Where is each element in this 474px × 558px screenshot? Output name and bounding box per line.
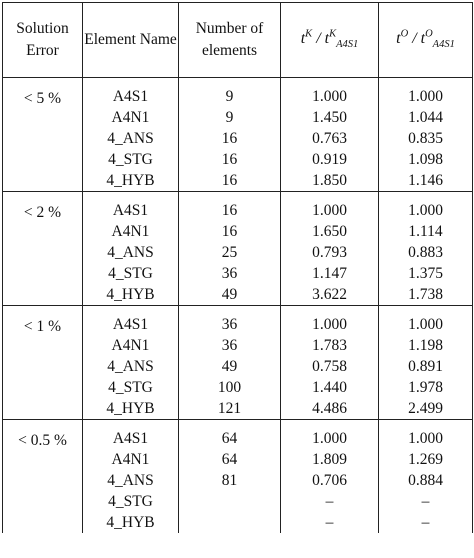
number-of-elements-cell: 16 (179, 149, 281, 170)
separator-cell (3, 420, 83, 429)
to-ratio-cell: 1.098 (379, 149, 473, 170)
group-separator (3, 306, 473, 315)
number-of-elements-cell: 16 (179, 221, 281, 242)
element-name-cell: 4_HYB (83, 284, 179, 306)
separator-cell (83, 78, 179, 87)
table-row (3, 314, 473, 335)
header-number-of-elements: Number of elements (179, 3, 281, 78)
number-of-elements-cell: 121 (179, 398, 281, 420)
tk-ratio-cell: 0.758 (281, 356, 379, 377)
element-name-cell: A4N1 (83, 449, 179, 470)
to-ratio-cell: 2.499 (379, 398, 473, 420)
separator-cell (281, 78, 379, 87)
number-of-elements-cell: 81 (179, 470, 281, 491)
tk-ratio-cell: 1.783 (281, 335, 379, 356)
header-element-name: Element Name (83, 3, 179, 78)
tk-ratio-cell: 1.000 (281, 200, 379, 221)
separator-cell (179, 420, 281, 429)
to-ratio-cell: 1.000 (379, 86, 473, 107)
tk-ratio-formula: $t^K / t^K_{A4S1}$ (300, 28, 359, 51)
to-ratio-cell: 1.978 (379, 377, 473, 398)
element-name-cell: 4_HYB (83, 170, 179, 192)
number-of-elements-cell: 36 (179, 314, 281, 335)
separator-cell (179, 78, 281, 87)
separator-cell (281, 420, 379, 429)
number-of-elements-cell (179, 512, 281, 533)
number-of-elements-cell: 100 (179, 377, 281, 398)
to-ratio-cell: 1.000 (379, 428, 473, 449)
separator-cell (281, 192, 379, 201)
tk-ratio-cell: – (281, 512, 379, 533)
group-separator (3, 78, 473, 87)
separator-cell (281, 306, 379, 315)
separator-cell (379, 306, 473, 315)
separator-cell (3, 192, 83, 201)
separator-cell (379, 78, 473, 87)
table-row (3, 428, 473, 449)
table-body (3, 78, 473, 534)
number-of-elements-cell: 16 (179, 128, 281, 149)
separator-cell (3, 306, 83, 315)
to-ratio-formula: $t^O / t^O_{A4S1}$ (396, 28, 455, 51)
number-of-elements-cell: 16 (179, 170, 281, 192)
header-to-ratio (379, 3, 473, 78)
tk-ratio-cell: 4.486 (281, 398, 379, 420)
element-name-cell: A4N1 (83, 107, 179, 128)
tk-ratio-cell: 1.000 (281, 314, 379, 335)
tk-ratio-cell: 0.706 (281, 470, 379, 491)
solution-error-cell: < 1 % (3, 314, 83, 420)
tk-ratio-cell: 1.000 (281, 428, 379, 449)
to-ratio-cell: 1.000 (379, 200, 473, 221)
table-header (3, 3, 473, 78)
to-ratio-cell: 0.835 (379, 128, 473, 149)
number-of-elements-cell: 49 (179, 284, 281, 306)
solution-error-cell: < 2 % (3, 200, 83, 306)
tk-ratio-cell: 1.147 (281, 263, 379, 284)
solution-error-cell: < 0.5 % (3, 428, 83, 533)
element-name-cell: 4_STG (83, 491, 179, 512)
group-separator (3, 192, 473, 201)
separator-cell (179, 192, 281, 201)
results-table (2, 2, 473, 533)
element-name-cell: A4N1 (83, 335, 179, 356)
to-ratio-cell: 1.198 (379, 335, 473, 356)
table-row (3, 86, 473, 107)
separator-cell (3, 78, 83, 87)
number-of-elements-cell: 36 (179, 263, 281, 284)
header-tk-ratio (281, 3, 379, 78)
separator-cell (179, 306, 281, 315)
to-ratio-cell: 0.891 (379, 356, 473, 377)
separator-cell (83, 192, 179, 201)
element-name-cell: A4S1 (83, 314, 179, 335)
solution-error-cell: < 5 % (3, 86, 83, 192)
header-solution-error: Solution Error (3, 3, 83, 78)
element-name-cell: 4_ANS (83, 128, 179, 149)
element-name-cell: 4_STG (83, 149, 179, 170)
number-of-elements-cell: 9 (179, 86, 281, 107)
tk-ratio-cell: 3.622 (281, 284, 379, 306)
element-name-cell: A4S1 (83, 200, 179, 221)
tk-ratio-cell: 1.440 (281, 377, 379, 398)
element-name-cell: 4_ANS (83, 242, 179, 263)
table-row (3, 200, 473, 221)
to-ratio-cell: 1.269 (379, 449, 473, 470)
to-ratio-cell: 0.884 (379, 470, 473, 491)
tk-ratio-cell: 1.809 (281, 449, 379, 470)
tk-ratio-cell: 0.919 (281, 149, 379, 170)
group-separator (3, 420, 473, 429)
tk-ratio-cell: – (281, 491, 379, 512)
element-name-cell: A4S1 (83, 86, 179, 107)
element-name-cell: 4_STG (83, 263, 179, 284)
to-ratio-cell: – (379, 491, 473, 512)
element-name-cell: 4_HYB (83, 512, 179, 533)
number-of-elements-cell: 9 (179, 107, 281, 128)
separator-cell (83, 306, 179, 315)
tk-ratio-cell: 1.000 (281, 86, 379, 107)
separator-cell (379, 420, 473, 429)
number-of-elements-cell: 64 (179, 449, 281, 470)
to-ratio-cell: 1.044 (379, 107, 473, 128)
to-ratio-cell: 0.883 (379, 242, 473, 263)
to-ratio-cell: 1.146 (379, 170, 473, 192)
element-name-cell: 4_HYB (83, 398, 179, 420)
to-ratio-cell: – (379, 512, 473, 533)
element-name-cell: A4S1 (83, 428, 179, 449)
to-ratio-cell: 1.738 (379, 284, 473, 306)
tk-ratio-cell: 0.793 (281, 242, 379, 263)
number-of-elements-cell: 49 (179, 356, 281, 377)
number-of-elements-cell (179, 491, 281, 512)
to-ratio-cell: 1.000 (379, 314, 473, 335)
element-name-cell: A4N1 (83, 221, 179, 242)
to-ratio-cell: 1.114 (379, 221, 473, 242)
tk-ratio-cell: 0.763 (281, 128, 379, 149)
header-row (3, 3, 473, 78)
element-name-cell: 4_STG (83, 377, 179, 398)
number-of-elements-cell: 25 (179, 242, 281, 263)
element-name-cell: 4_ANS (83, 470, 179, 491)
separator-cell (379, 192, 473, 201)
separator-cell (83, 420, 179, 429)
tk-ratio-cell: 1.650 (281, 221, 379, 242)
tk-ratio-cell: 1.450 (281, 107, 379, 128)
to-ratio-cell: 1.375 (379, 263, 473, 284)
number-of-elements-cell: 16 (179, 200, 281, 221)
number-of-elements-cell: 36 (179, 335, 281, 356)
tk-ratio-cell: 1.850 (281, 170, 379, 192)
number-of-elements-cell: 64 (179, 428, 281, 449)
element-name-cell: 4_ANS (83, 356, 179, 377)
